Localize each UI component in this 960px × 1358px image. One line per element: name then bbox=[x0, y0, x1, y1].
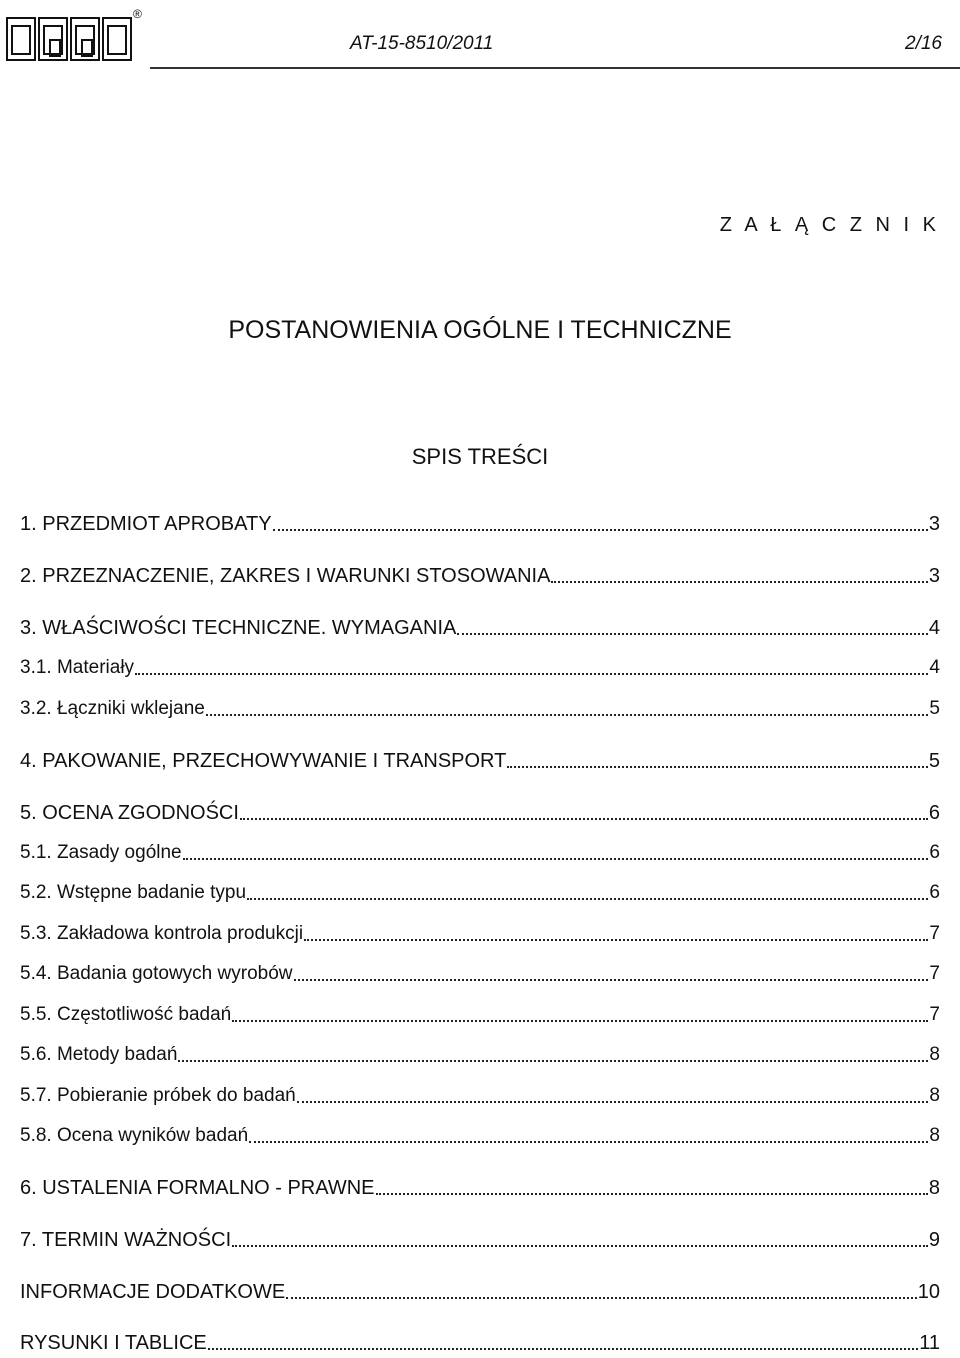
toc-dot-leader bbox=[551, 581, 927, 583]
page-title: POSTANOWIENIA OGÓLNE I TECHNICZNE bbox=[228, 316, 732, 344]
toc-entry-label: 7. TERMIN WAŻNOŚCI bbox=[20, 1229, 232, 1251]
toc-entry-label: 6. USTALENIA FORMALNO - PRAWNE bbox=[20, 1177, 375, 1199]
toc-entry-page: 8 bbox=[928, 1177, 940, 1199]
toc-entry bbox=[20, 1084, 940, 1108]
toc-entry bbox=[20, 1331, 940, 1355]
toc-entry bbox=[20, 656, 940, 680]
toc-entry bbox=[20, 616, 940, 640]
toc-dot-leader bbox=[507, 766, 928, 768]
toc-entry-page: 5 bbox=[928, 750, 940, 772]
toc-entry bbox=[20, 1280, 940, 1304]
toc-dot-leader bbox=[135, 673, 928, 675]
toc-entry-page: 3 bbox=[928, 565, 940, 587]
toc-entry bbox=[20, 801, 940, 825]
toc-entry-label: 5. OCENA ZGODNOŚCI bbox=[20, 802, 239, 824]
toc-entry bbox=[20, 697, 940, 721]
toc-entry-page: 10 bbox=[917, 1281, 940, 1303]
toc-entry-page: 4 bbox=[928, 617, 940, 639]
toc-dot-leader bbox=[206, 714, 929, 716]
toc-entry bbox=[20, 749, 940, 773]
toc-entry-label: 2. PRZEZNACZENIE, ZAKRES I WARUNKI STOSOWANIA bbox=[20, 565, 551, 587]
toc-entry bbox=[20, 962, 940, 986]
toc-entry-page: 3 bbox=[928, 513, 940, 535]
toc-entry-page: 8 bbox=[929, 1044, 940, 1065]
toc-dot-leader bbox=[183, 858, 929, 860]
toc-dot-leader bbox=[294, 979, 929, 981]
toc-dot-leader bbox=[208, 1348, 919, 1350]
toc-dot-leader bbox=[249, 1141, 928, 1143]
toc-entry bbox=[20, 1043, 940, 1067]
toc-entry-label: 5.4. Badania gotowych wyrobów bbox=[20, 963, 293, 984]
annex-label: Z A Ł Ą C Z N I K bbox=[719, 214, 940, 236]
toc-entry-label: 5.8. Ocena wyników badań bbox=[20, 1125, 249, 1146]
toc-entry-page: 9 bbox=[928, 1229, 940, 1251]
toc-entry-label: 5.6. Metody badań bbox=[20, 1044, 178, 1065]
toc-dot-leader bbox=[232, 1245, 928, 1247]
toc-entry bbox=[20, 881, 940, 905]
toc-entry-page: 8 bbox=[929, 1085, 940, 1106]
toc-entry-label: INFORMACJE DODATKOWE bbox=[20, 1281, 286, 1303]
toc-entry-page: 7 bbox=[929, 963, 940, 984]
toc-entry-page: 8 bbox=[929, 1125, 940, 1146]
toc-entry bbox=[20, 1003, 940, 1027]
toc-entry-label: 5.1. Zasady ogólne bbox=[20, 842, 182, 863]
toc-dot-leader bbox=[297, 1101, 929, 1103]
itb-logo bbox=[6, 6, 146, 62]
toc-dot-leader bbox=[178, 1060, 928, 1062]
toc-entry-label: 5.3. Zakładowa kontrola produkcji bbox=[20, 923, 304, 944]
toc-entry-label: 5.5. Częstotliwość badań bbox=[20, 1004, 232, 1025]
toc-entry-page: 6 bbox=[929, 842, 940, 863]
toc-entry-page: 6 bbox=[929, 882, 940, 903]
toc-entry-page: 7 bbox=[929, 923, 940, 944]
toc-entry bbox=[20, 1176, 940, 1200]
toc-dot-leader bbox=[273, 529, 928, 531]
toc-entry-page: 11 bbox=[919, 1332, 940, 1354]
toc-entry-label: 5.7. Pobieranie próbek do badań bbox=[20, 1085, 296, 1106]
toc-dot-leader bbox=[232, 1020, 928, 1022]
toc-entry-page: 5 bbox=[929, 698, 940, 719]
toc-entry-page: 7 bbox=[929, 1004, 940, 1025]
toc-dot-leader bbox=[304, 939, 928, 941]
toc-entry-page: 6 bbox=[928, 802, 940, 824]
toc-entry-label: 5.2. Wstępne badanie typu bbox=[20, 882, 247, 903]
registered-mark: ® bbox=[133, 7, 142, 21]
toc-entry bbox=[20, 512, 940, 536]
toc-dot-leader bbox=[286, 1297, 917, 1299]
toc-entry-label: 3.1. Materiały bbox=[20, 657, 135, 678]
toc-entry bbox=[20, 564, 940, 588]
toc-entry-page: 4 bbox=[929, 657, 940, 678]
toc-dot-leader bbox=[376, 1193, 928, 1195]
page-indicator: 2/16 bbox=[905, 33, 942, 54]
toc-entry-label: RYSUNKI I TABLICE bbox=[20, 1332, 207, 1354]
document-reference: AT-15-8510/2011 bbox=[350, 33, 494, 54]
toc-entry-label: 1. PRZEDMIOT APROBATY bbox=[20, 513, 272, 535]
toc-dot-leader bbox=[247, 898, 928, 900]
toc-entry-label: 3. WŁAŚCIWOŚCI TECHNICZNE. WYMAGANIA bbox=[20, 617, 457, 639]
toc-entry bbox=[20, 1124, 940, 1148]
toc-entry bbox=[20, 841, 940, 865]
toc-entry bbox=[20, 1228, 940, 1252]
header-divider bbox=[150, 67, 960, 69]
toc-entry bbox=[20, 922, 940, 946]
toc-entry-label: 4. PAKOWANIE, PRZECHOWYWANIE I TRANSPORT bbox=[20, 750, 507, 772]
toc-title: SPIS TREŚCI bbox=[411, 444, 549, 469]
toc-dot-leader bbox=[457, 633, 928, 635]
toc-dot-leader bbox=[240, 818, 928, 820]
toc-entry-label: 3.2. Łączniki wklejane bbox=[20, 698, 205, 719]
